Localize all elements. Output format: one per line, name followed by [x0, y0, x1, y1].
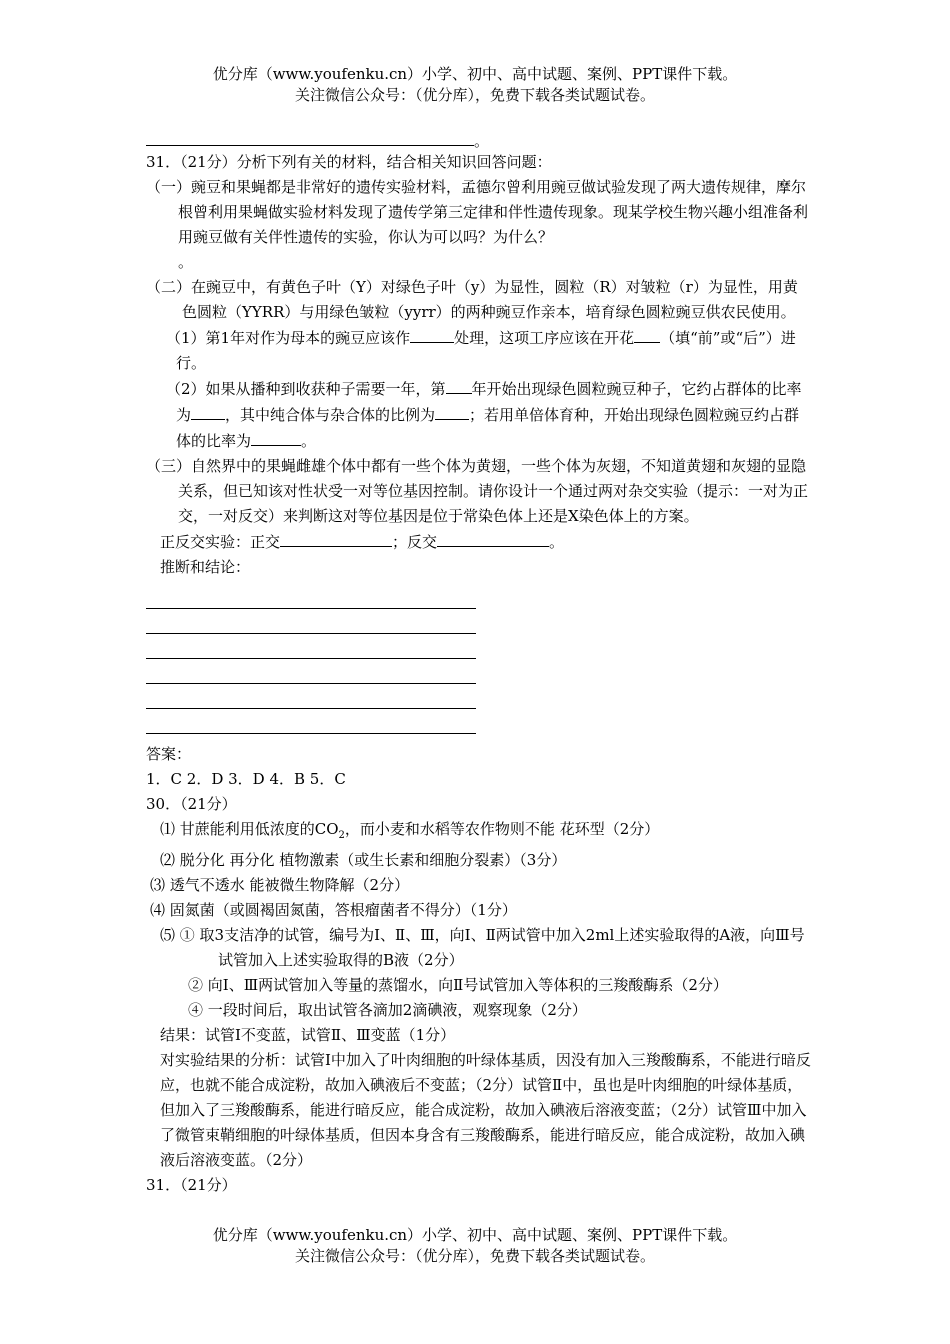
- blank-line-4: [146, 659, 476, 684]
- top-answer-line: [146, 128, 811, 150]
- analysis-paragraph: 对实验结果的分析：试管Ⅰ中加入了叶肉细胞的叶绿体基质，因没有加入三羧酸酶系，不能进行暗反应，也就不能合成淀粉，故加入碘液后不变蓝；（2分）试管Ⅱ中，虽也是叶肉细胞的叶绿体基质，但加入了三羧酸酶系，能进行暗反应，能合成淀粉，故加入碘液后溶液变蓝；（2分）试管Ⅲ中加入了微管束鞘细胞的叶绿体基质，但因本身含有三羧酸酶系，能进行暗反应，能合成淀粉，故加入碘液后溶液变蓝。（2分）: [160, 1051, 811, 1169]
- answer-1-post: ，而小麦和水稻等农作物则不能 花环型（2分）: [344, 820, 660, 838]
- blank-q2-2: [191, 402, 225, 420]
- question-part-1: （一）豌豆和果蝇都是非常好的遗传实验材料，孟德尔曾利用豌豆做试验发现了两大遗传规律，摩尔根曾利用果蝇做实验材料发现了遗传学第三定律和伴性遗传现象。现某学校生物兴趣小组准备利用豌豆做有关伴性遗传的实验，你认为可以吗？为什么？: [146, 178, 809, 246]
- answer-1: [146, 817, 811, 848]
- answer-3: ⑶ 透气不透水 能被微生物降解（2分）: [150, 876, 410, 894]
- answer-4: ⑷ 固氮菌（或圆褐固氮菌，答根瘤菌者不得分）（1分）: [150, 901, 517, 919]
- answers-label: 答案：: [146, 745, 192, 763]
- blank-q2-1: [446, 376, 472, 394]
- q2-text-d: ；若用单倍体育种，开始出现绿色圆粒豌豆约占群体的比率为: [176, 406, 800, 450]
- q31-title: 31．（21分）: [146, 1176, 237, 1194]
- header-line-2: 关注微信公众号：（优分库），免费下载各类试题试卷。: [294, 86, 655, 104]
- result-line: 结果：试管Ⅰ不变蓝，试管Ⅱ、Ⅲ变蓝（1分）: [160, 1026, 456, 1044]
- question-part-3: （三）自然界中的果蝇雌雄个体中都有一些个体为黄翅，一些个体为灰翅，不知道黄翅和灰翅的显隐关系，但已知该对性状受一对等位基因控制。请你设计一个通过两对杂交实验（提示：一对为正交，一对反交）来判断这对等位基因是位于常染色体上还是X染色体上的方案。: [146, 457, 809, 525]
- recip-text-c: 。: [549, 533, 565, 551]
- q1-text-a: （1）第1年对作为母本的豌豆应该作: [166, 329, 411, 347]
- blank-q1-1: [410, 325, 454, 343]
- question-part-2: （二）在豌豆中，有黄色子叶（Y）对绿色子叶（y）为显性，圆粒（R）对皱粒（r）为显性，用黄色圆粒（YYRR）与用绿色皱粒（yyrr）的两种豌豆作亲本，培育绿色圆粒豌豆供农民使用。: [146, 278, 798, 321]
- period: 。: [474, 132, 490, 150]
- footer-line-2: 关注微信公众号：（优分库），免费下载各类试题试卷。: [294, 1247, 655, 1265]
- recip-text-a: 正反交实验：正交: [160, 533, 281, 551]
- blank-line-2: [146, 609, 476, 634]
- page-header: [0, 64, 950, 106]
- q1-text-b: 处理，这项工序应该在开花: [454, 329, 635, 347]
- blank-line: [146, 128, 474, 146]
- mc-answers: 1．C 2．D 3．D 4．B 5．C: [146, 770, 346, 788]
- reciprocal-cross-line: [146, 529, 811, 555]
- answer-2: ⑵ 脱分化 再分化 植物激素（或生长素和细胞分裂素）（3分）: [160, 851, 567, 869]
- answer-5-step-2: ② 向Ⅰ、Ⅲ两试管加入等量的蒸馏水，向Ⅱ号试管加入等体积的三羧酸酶系（2分）: [188, 976, 728, 994]
- answer-5-step-3: ④ 一段时间后，取出试管各滴加2滴碘液，观察现象（2分）: [188, 1001, 587, 1019]
- answer-1-subscript: 2: [338, 830, 345, 841]
- sub-question-2: [166, 376, 811, 454]
- recip-text-b: ；反交: [392, 533, 438, 551]
- inference-label: 推断和结论：: [160, 558, 251, 576]
- page-content: [146, 128, 811, 1198]
- blank-line-1: [146, 584, 476, 609]
- blank-line-3: [146, 634, 476, 659]
- q1-text-c: （填“前”或“后”）进行。: [176, 329, 796, 372]
- part-1-end: 。: [178, 253, 194, 271]
- blank-forward-cross: [280, 529, 392, 547]
- inference-blank-lines: [146, 584, 811, 734]
- blank-q1-2: [634, 325, 660, 343]
- q2-text-b: 年开始出现绿色圆粒豌豆种子，它约占群体的比率为: [176, 380, 802, 424]
- sub-question-1: [166, 325, 811, 376]
- answer-5-step-1: ⑸ ① 取3支洁净的试管，编号为Ⅰ、Ⅱ、Ⅲ，向Ⅰ、Ⅱ两试管中加入2ml上述实验取得的A液，向Ⅲ号试管加入上述实验取得的B液（2分）: [160, 926, 805, 969]
- question-title: 31．（21分）分析下列有关的材料，结合相关知识回答问题：: [146, 153, 552, 171]
- blank-reverse-cross: [437, 529, 549, 547]
- answer-1-pre: ⑴ 甘蔗能利用低浓度的CO: [160, 820, 339, 838]
- blank-q2-4: [251, 428, 301, 446]
- q2-text-e: 。: [301, 432, 317, 450]
- blank-q2-3: [435, 402, 469, 420]
- q2-text-a: （2）如果从播种到收获种子需要一年，第: [166, 380, 446, 398]
- q2-text-c: ，其中纯合体与杂合体的比例为: [225, 406, 436, 424]
- header-line-1: 优分库（www.youfenku.cn）小学、初中、高中试题、案例、PPT课件下载。: [212, 65, 738, 83]
- footer-line-1: 优分库（www.youfenku.cn）小学、初中、高中试题、案例、PPT课件下载。: [212, 1226, 738, 1244]
- blank-line-5: [146, 684, 476, 709]
- q30-title: 30．（21分）: [146, 795, 237, 813]
- page-footer: [0, 1225, 950, 1267]
- blank-line-6: [146, 709, 476, 734]
